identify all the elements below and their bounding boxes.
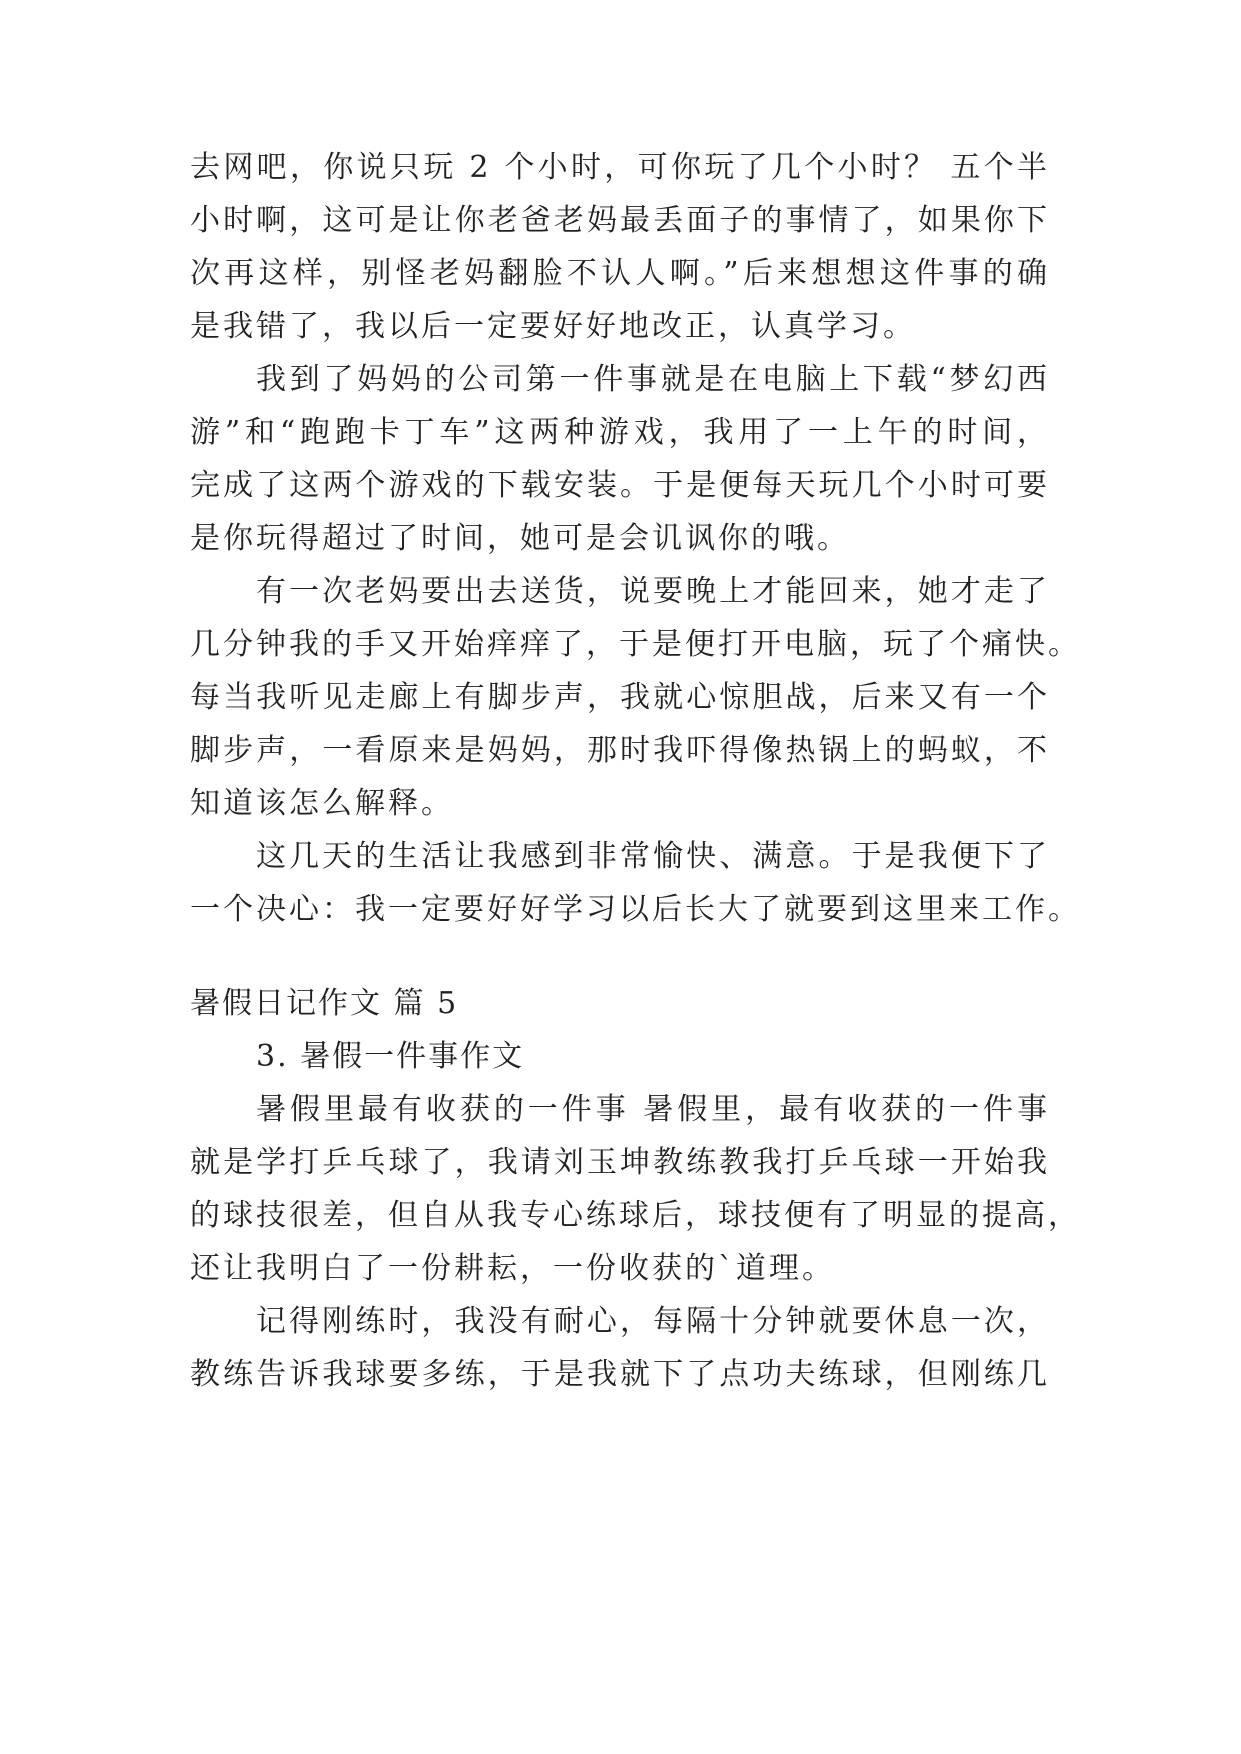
sub-heading: 3. 暑假一件事作文 (256, 1039, 525, 1074)
paragraph-line: 教练告诉我球要多练，于是我就下了点功夫练球，但刚练几 (190, 1357, 1050, 1392)
paragraph-line: 次再这样，别怪老妈翻脸不认人啊。”后来想想这件事的确 (190, 256, 1050, 291)
paragraph-line: 有一次老妈要出去送货，说要晚上才能回来，她才走了 (256, 574, 1050, 609)
paragraph-line: 暑假里最有收获的一件事 暑假里，最有收获的一件事 (256, 1092, 1050, 1127)
paragraph-line: 还让我明白了一份耕耘，一份收获的`道理。 (190, 1251, 835, 1286)
paragraph-line: 一个决心：我一定要好好学习以后长大了就要到这里来工作。 (190, 892, 1081, 927)
paragraph-line: 就是学打乒乓球了，我请刘玉坤教练教我打乒乓球一开始我 (190, 1145, 1050, 1180)
paragraph-line: 知道该怎么解释。 (190, 786, 454, 821)
paragraph-line: 小时啊，这可是让你老爸老妈最丢面子的事情了，如果你下 (190, 203, 1050, 238)
paragraph-line: 是我错了，我以后一定要好好地改正，认真学习。 (190, 309, 916, 344)
section-heading: 暑假日记作文 篇 5 (190, 986, 459, 1021)
paragraph-line: 每当我听见走廊上有脚步声，我就心惊胆战，后来又有一个 (190, 680, 1050, 715)
paragraph-line: 的球技很差，但自从我专心练球后，球技便有了明显的提高， (190, 1198, 1081, 1233)
paragraph-line: 这几天的生活让我感到非常愉快、满意。于是我便下了 (256, 839, 1050, 874)
paragraph-line: 是你玩得超过了时间，她可是会讥讽你的哦。 (190, 521, 850, 556)
paragraph-line: 脚步声，一看原来是妈妈，那时我吓得像热锅上的蚂蚁，不 (190, 733, 1050, 768)
paragraph-line: 游”和“跑跑卡丁车”这两种游戏，我用了一上午的时间， (190, 415, 1050, 450)
paragraph-line: 我到了妈妈的公司第一件事就是在电脑上下载“梦幻西 (256, 362, 1050, 397)
paragraph-line: 几分钟我的手又开始痒痒了，于是便打开电脑，玩了个痛快。 (190, 627, 1081, 662)
paragraph-line: 去网吧，你说只玩 2 个小时，可你玩了几个小时？ 五个半 (190, 150, 1050, 185)
paragraph-line: 完成了这两个游戏的下载安装。于是便每天玩几个小时可要 (190, 468, 1050, 503)
paragraph-line: 记得刚练时，我没有耐心，每隔十分钟就要休息一次， (256, 1304, 1050, 1339)
